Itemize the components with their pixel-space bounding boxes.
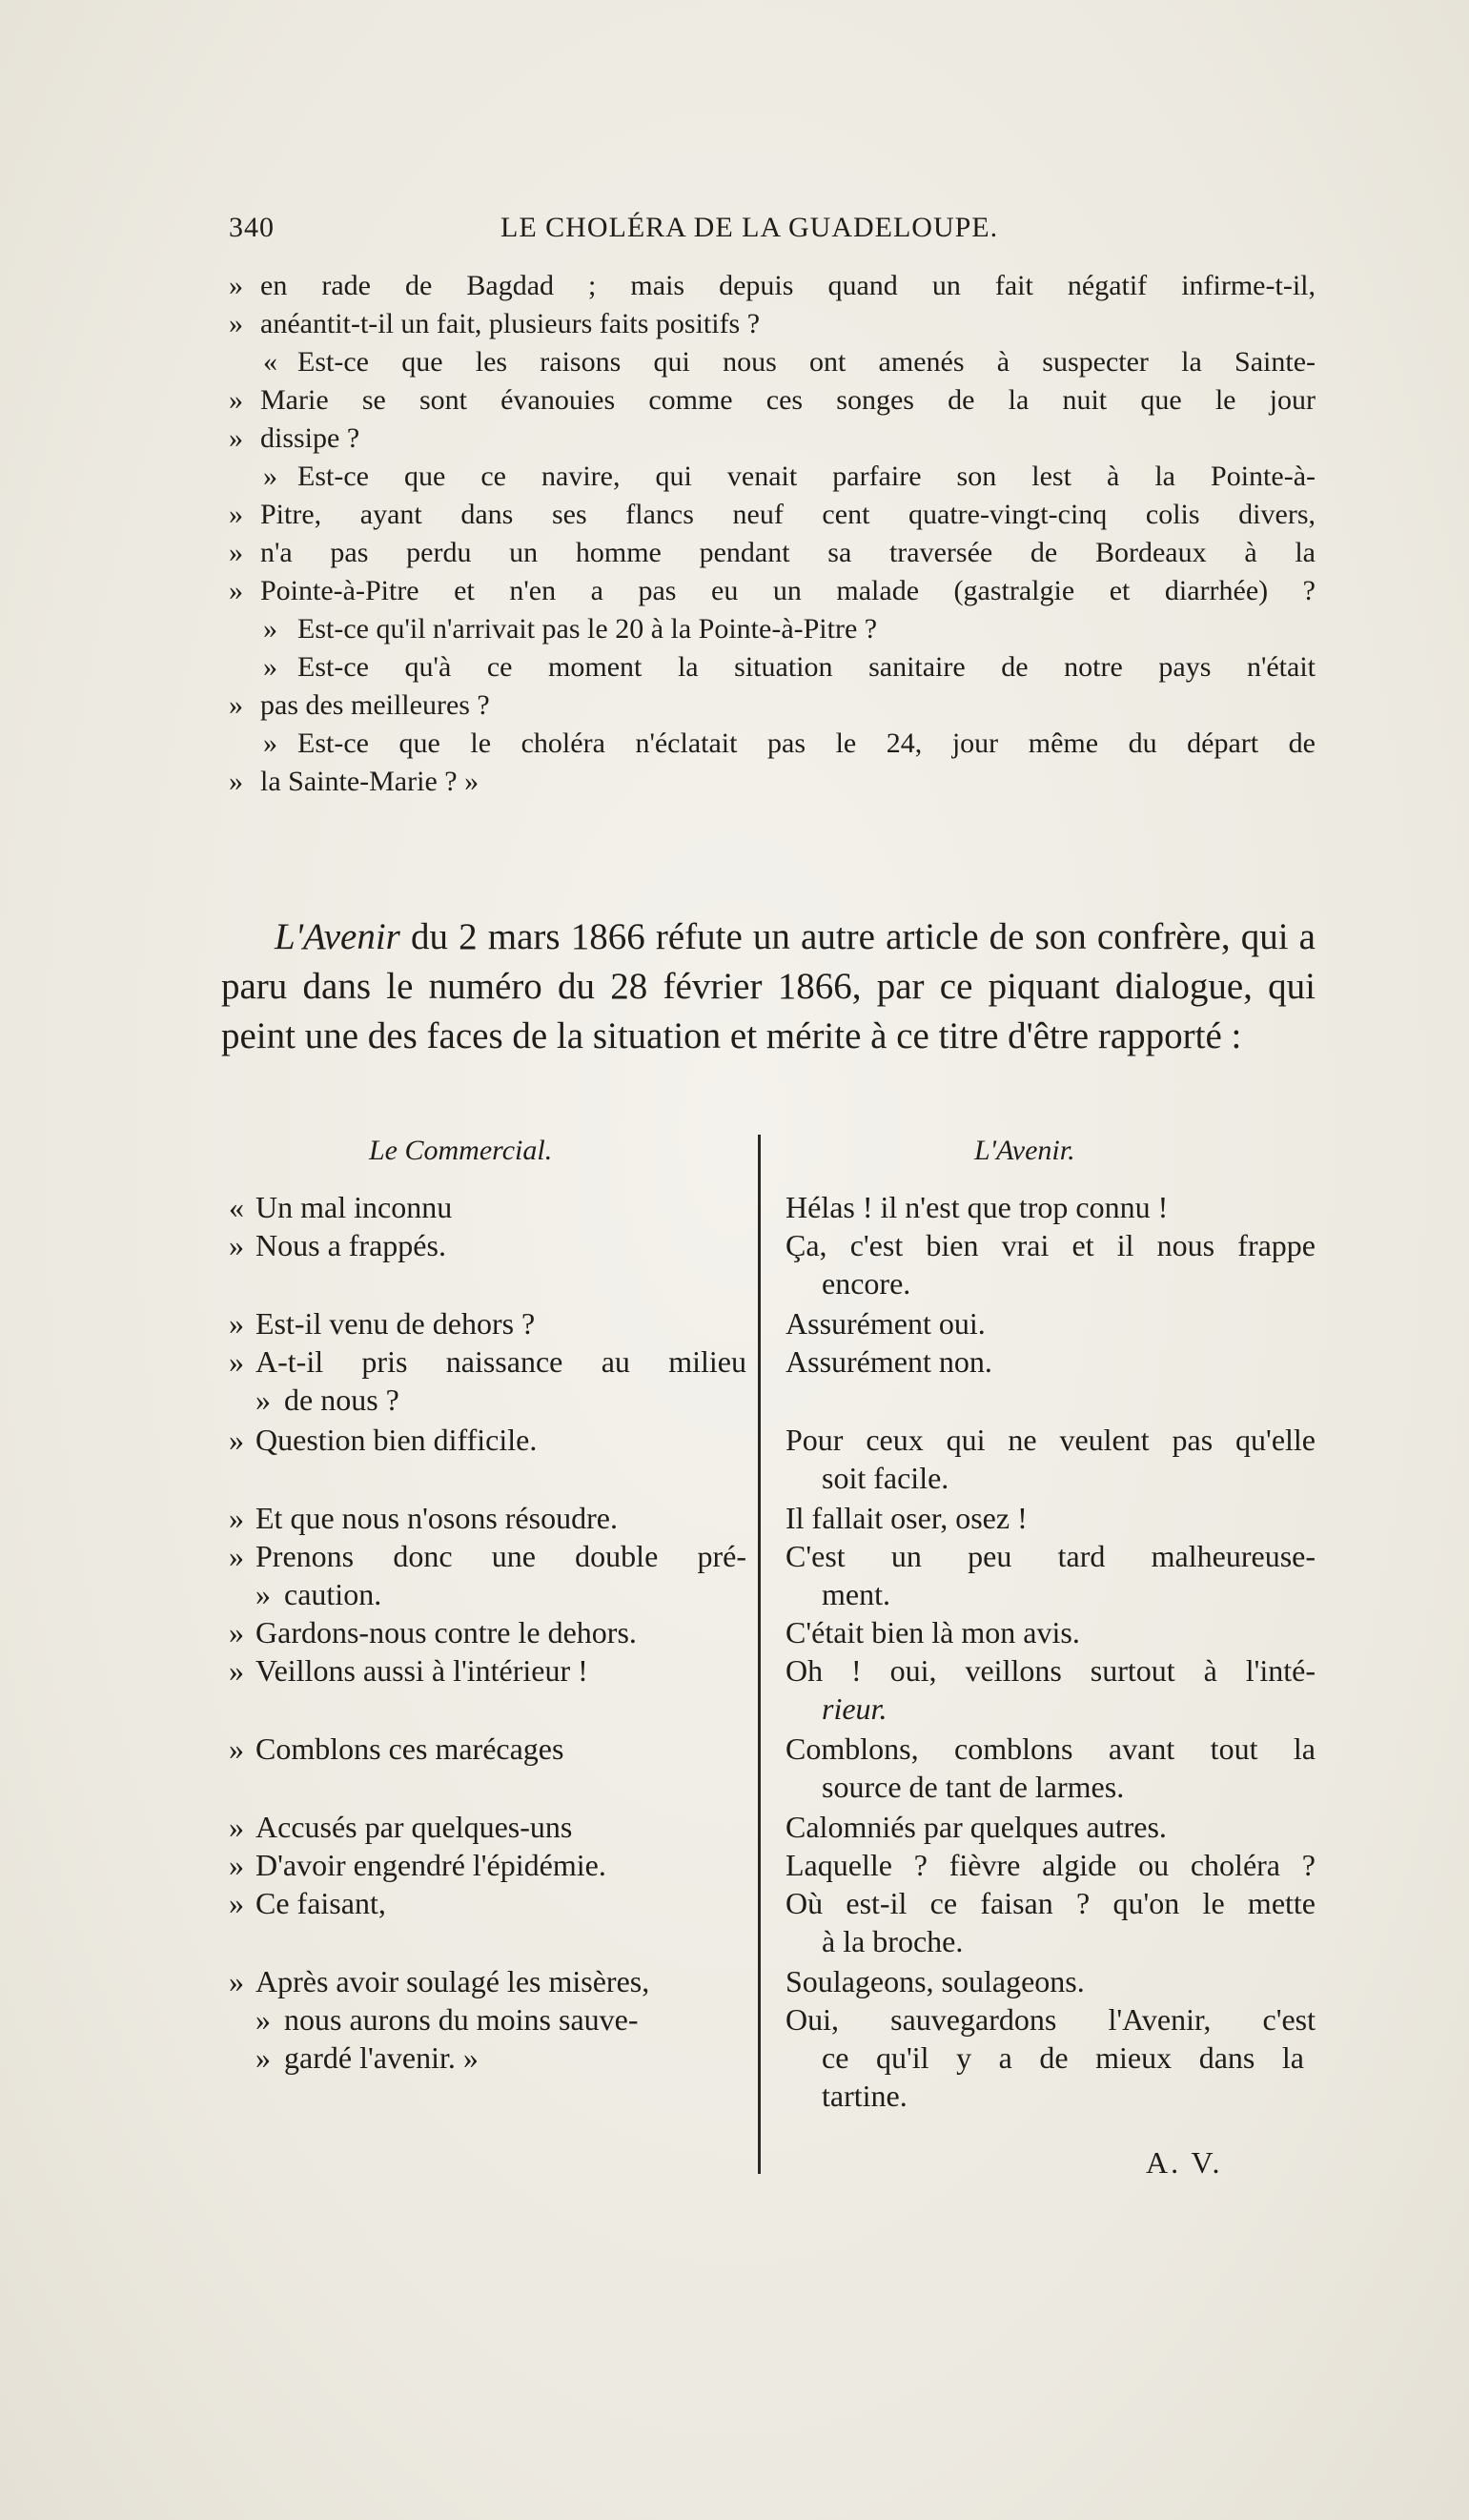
quote-line: » en rade de Bagdad ; mais depuis quand un fait négatif infirme-t-il,: [229, 270, 1316, 301]
dialogue-row: » nous aurons du moins sauve- Oui, sauvegardons l'Avenir, c'est: [255, 2002, 1316, 2037]
right-column-heading: L'Avenir.: [974, 1135, 1075, 1166]
dialogue-row: rieur.: [822, 1691, 888, 1726]
quote-line: » la Sainte-Marie ? »: [229, 766, 479, 797]
quote-line: » Pitre, ayant dans ses flancs neuf cent quatre-vingt-cinq colis divers,: [229, 499, 1316, 530]
dialogue-row: » caution. ment.: [255, 1577, 890, 1611]
quote-line: » Est-ce qu'à ce moment la situation sanitaire de notre pays n'était: [263, 651, 1316, 683]
running-title: LE CHOLÉRA DE LA GUADELOUPE.: [500, 212, 999, 243]
dialogue-row: » de nous ?: [255, 1383, 399, 1417]
quote-line: » anéantit-t-il un fait, plusieurs faits positifs ?: [229, 308, 761, 339]
quote-line: » Est-ce que ce navire, qui venait parfaire son lest à la Pointe-à-: [263, 461, 1316, 492]
quote-line: » Est-ce que le choléra n'éclatait pas le 24, jour même du départ de: [263, 727, 1316, 759]
intro-paragraph: [221, 912, 1316, 1061]
quote-line: » dissipe ?: [229, 422, 360, 454]
dialogue-row: » Question bien difficile. Pour ceux qui ne veulent pas qu'elle: [229, 1423, 1316, 1457]
dialogue-row: » D'avoir engendré l'épidémie. Laquelle ? fièvre algide ou choléra ?: [229, 1848, 1316, 1882]
dialogue-row: » Comblons ces marécages Comblons, comblons avant tout la: [229, 1731, 1316, 1766]
dialogue-row: » gardé l'avenir. » ce qu'il y a de mieux dans la: [255, 2040, 1304, 2075]
dialogue-row: » Est-il venu de dehors ? Assurément oui.: [229, 1306, 986, 1341]
paragraph-text: du 2 mars 1866 réfute un autre article de son confrère, qui a paru dans le numéro du 28 février 1866, par ce piquant dialogue, qui peint une des faces de la situation et mérite à ce titre d'être rapporté :: [221, 916, 1316, 1056]
dialogue-row: tartine.: [822, 2079, 908, 2113]
dialogue-row: « Un mal inconnu Hélas ! il n'est que trop connu !: [229, 1190, 1169, 1224]
dialogue-row: » Veillons aussi à l'intérieur ! Oh ! oui, veillons surtout à l'inté-: [229, 1653, 1316, 1688]
dialogue-row: » Prenons donc une double pré- C'est un peu tard malheureuse-: [229, 1539, 1316, 1573]
dialogue-row: » Ce faisant, Où est-il ce faisan ? qu'on le mette: [229, 1886, 1316, 1920]
quote-line: » Marie se sont évanouies comme ces songes de la nuit que le jour: [229, 384, 1316, 416]
dialogue-row: » Nous a frappés. Ça, c'est bien vrai et il nous frappe: [229, 1228, 1316, 1262]
dialogue-row: soit facile.: [822, 1461, 949, 1495]
left-column-heading: Le Commercial.: [369, 1135, 553, 1166]
dialogue-row: » Après avoir soulagé les misères, Soulageons, soulageons.: [229, 1964, 1085, 1998]
quote-line: » n'a pas perdu un homme pendant sa traversée de Bordeaux à la: [229, 537, 1316, 568]
signature: A. V.: [1146, 2145, 1223, 2180]
dialogue-row: » Et que nous n'osons résoudre. Il fallait oser, osez !: [229, 1501, 1028, 1535]
paragraph-title: L'Avenir: [275, 916, 400, 957]
page-number: 340: [229, 212, 275, 243]
dialogue-row: à la broche.: [822, 1924, 964, 1958]
quote-line: » Est-ce qu'il n'arrivait pas le 20 à la Pointe-à-Pitre ?: [263, 613, 878, 645]
quote-line: « Est-ce que les raisons qui nous ont amenés à suspecter la Sainte-: [263, 346, 1316, 378]
dialogue-row: encore.: [822, 1266, 911, 1301]
quote-line: » Pointe-à-Pitre et n'en a pas eu un malade (gastralgie et diarrhée) ?: [229, 575, 1316, 606]
quoted-passage: [219, 267, 1316, 801]
dialogue-row: » Gardons-nous contre le dehors. C'était bien là mon avis.: [229, 1615, 1080, 1649]
dialogue-row: » A-t-il pris naissance au milieu Assurément non.: [229, 1344, 992, 1379]
dialogue-row: source de tant de larmes.: [822, 1770, 1125, 1804]
page-header: [229, 212, 1316, 250]
quote-line: » pas des meilleures ?: [229, 689, 490, 721]
dialogue-row: » Accusés par quelques-uns Calomniés par quelques autres.: [229, 1810, 1167, 1844]
dialogue-table: [221, 1135, 1316, 2183]
